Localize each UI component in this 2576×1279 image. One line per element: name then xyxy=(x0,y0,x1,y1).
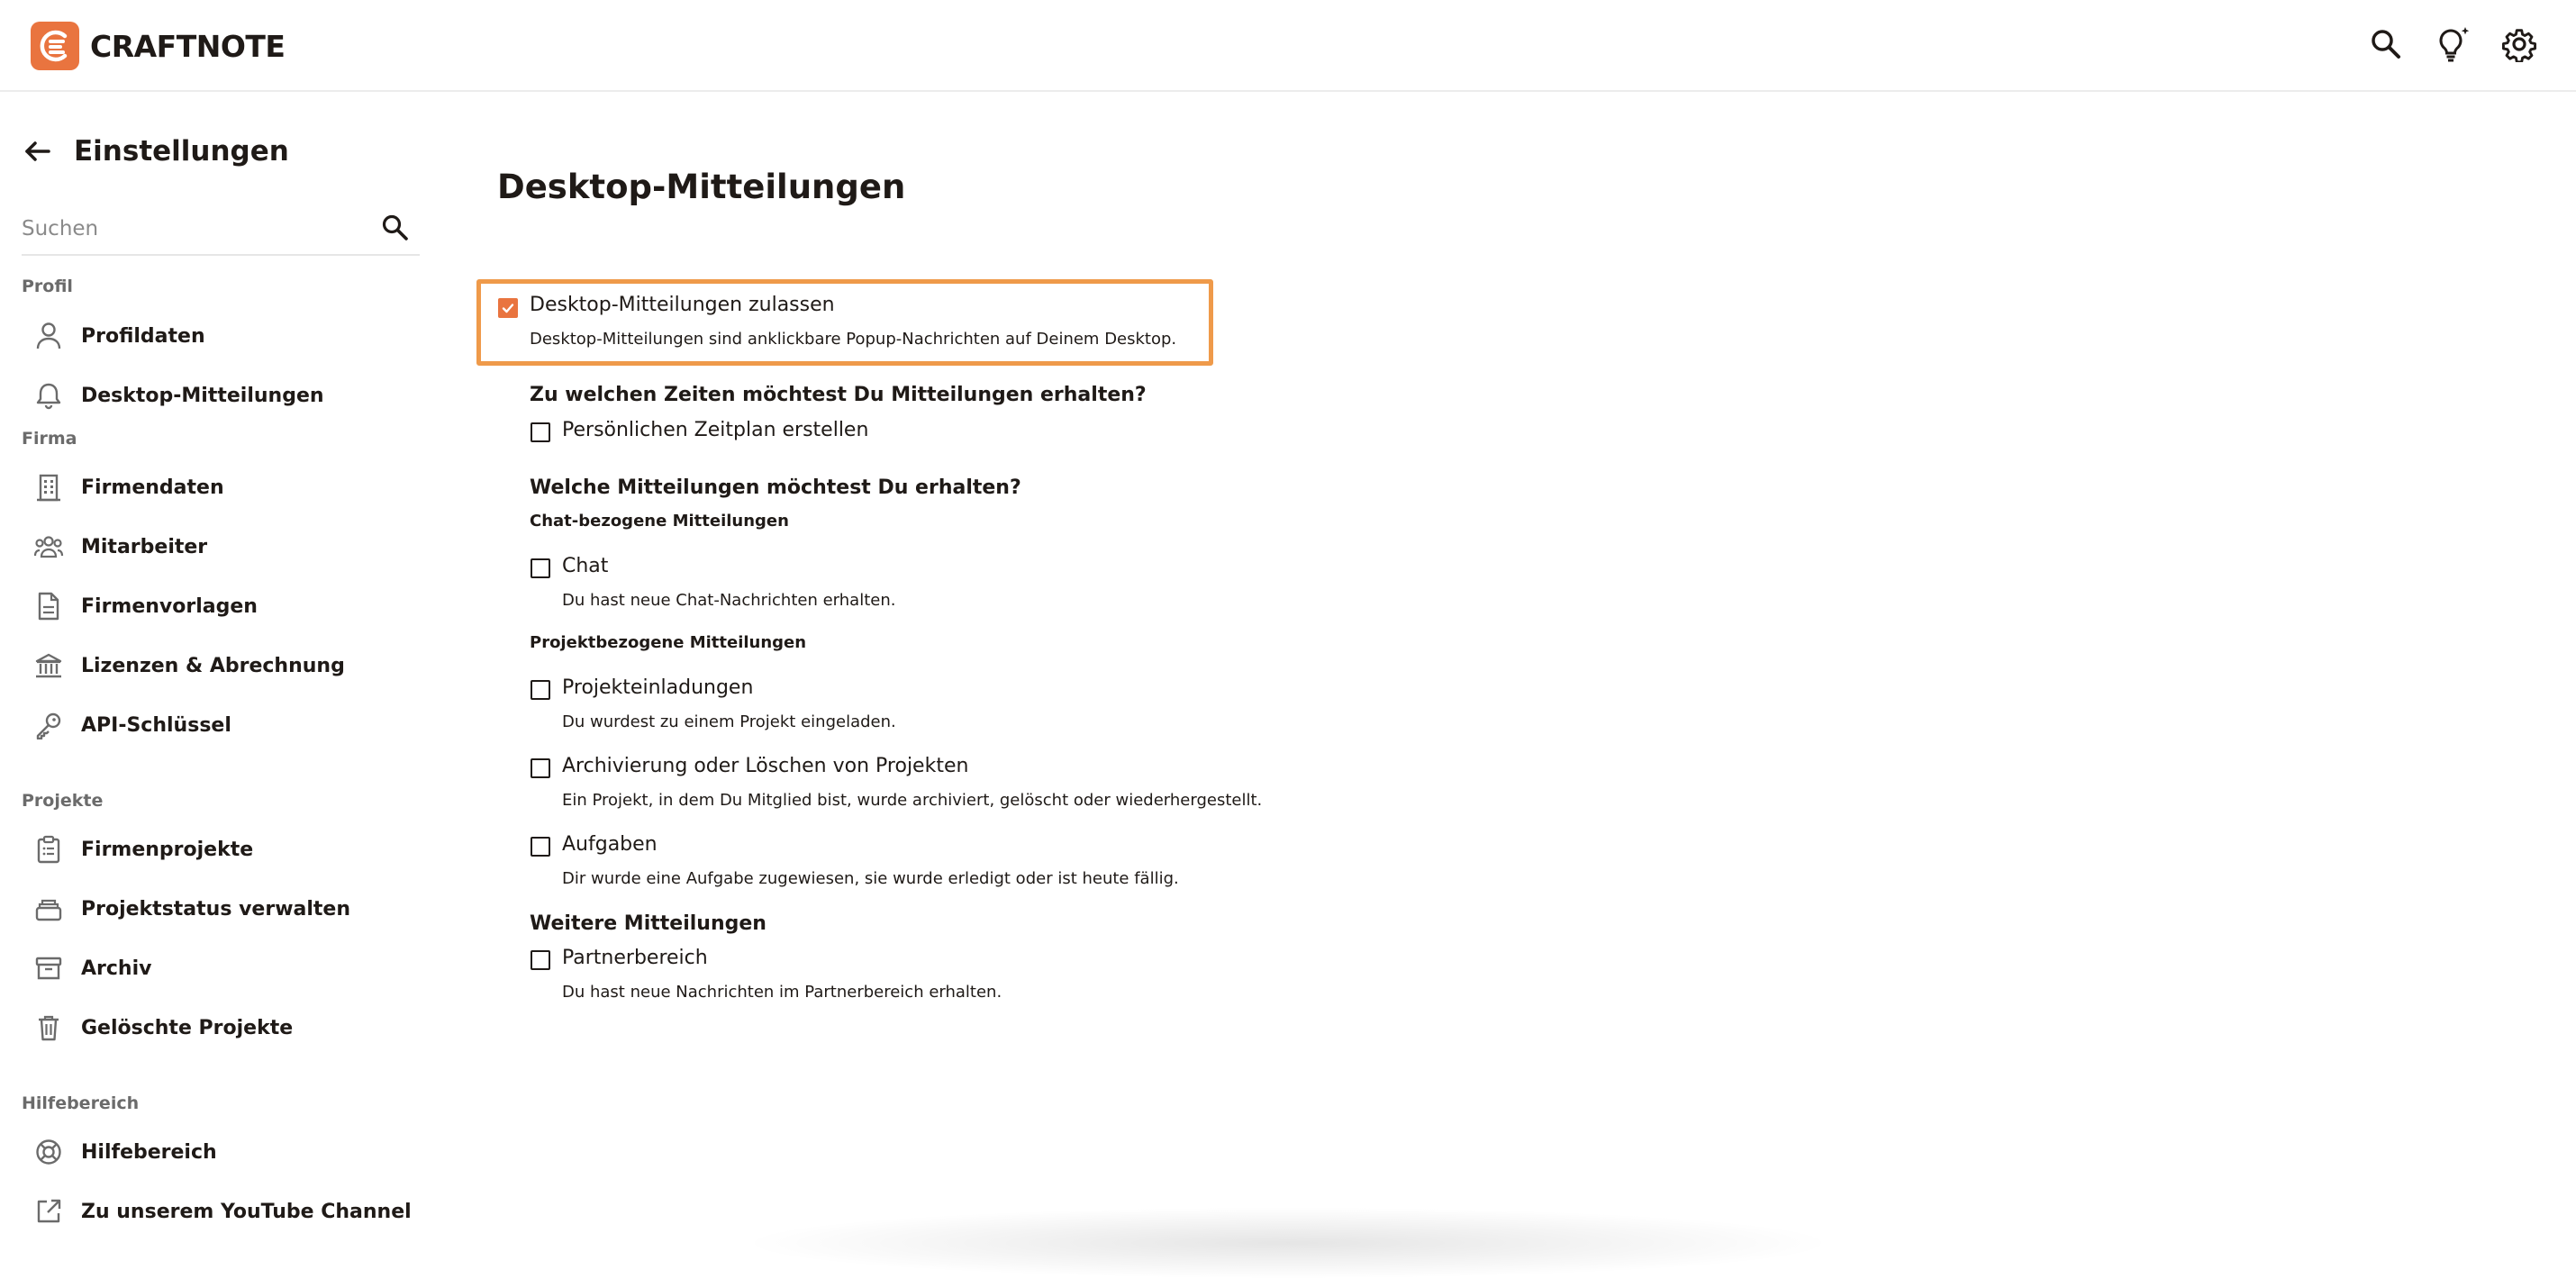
allow-notifications-label: Desktop-Mitteilungen zulassen xyxy=(530,294,835,316)
search-icon[interactable] xyxy=(380,213,413,245)
personal-schedule-label: Persönlichen Zeitplan erstellen xyxy=(562,419,869,441)
sidebar-item-youtube-channel[interactable] xyxy=(32,1189,412,1234)
bottom-shadow xyxy=(739,1207,1837,1279)
sidebar-item-geloeschte-projekte[interactable] xyxy=(32,1005,293,1050)
page-title: Desktop-Mitteilungen xyxy=(497,168,906,206)
sidebar-item-firmenvorlagen[interactable] xyxy=(32,584,258,629)
which-notifications-heading: Welche Mitteilungen möchtest Du erhalten? xyxy=(530,476,1021,499)
project-invites-checkbox[interactable] xyxy=(531,680,550,700)
sidebar-item-label: Desktop-Mitteilungen xyxy=(81,384,324,407)
sidebar-item-mitarbeiter[interactable] xyxy=(32,524,207,569)
chat-checkbox[interactable] xyxy=(531,558,550,578)
times-heading: Zu welchen Zeiten möchtest Du Mitteilungen erhalten? xyxy=(530,384,1147,406)
search-input[interactable] xyxy=(22,204,364,249)
craftnote-logo-icon xyxy=(31,22,79,70)
logo-text: CRAFTNOTE xyxy=(90,28,286,64)
sidebar-item-desktop-mitteilungen[interactable] xyxy=(32,373,324,418)
trash-icon xyxy=(32,1011,65,1044)
project-invites-description: Du wurdest zu einem Projekt eingeladen. xyxy=(562,712,896,731)
sidebar-item-label: Profildaten xyxy=(81,324,205,348)
sidebar-title: Einstellungen xyxy=(74,135,289,168)
lightbulb-icon[interactable] xyxy=(2432,23,2473,65)
sidebar-item-profildaten[interactable] xyxy=(32,313,205,358)
sidebar-item-label: Lizenzen & Abrechnung xyxy=(81,654,345,677)
chat-group-heading: Chat-bezogene Mitteilungen xyxy=(530,512,789,531)
tasks-description: Dir wurde eine Aufgabe zugewiesen, sie wurde erledigt oder ist heute fällig. xyxy=(562,869,1179,888)
sidebar-item-lizenzen[interactable] xyxy=(32,643,345,688)
project-group-heading: Projektbezogene Mitteilungen xyxy=(530,633,807,652)
key-icon xyxy=(32,709,65,741)
top-bar xyxy=(0,0,2576,92)
sidebar-item-label: Firmendaten xyxy=(81,476,224,499)
sidebar-item-projektstatus[interactable] xyxy=(32,886,350,931)
sidebar-item-label: Mitarbeiter xyxy=(81,535,208,558)
tasks-label: Aufgaben xyxy=(562,833,658,856)
archive-box-icon xyxy=(32,952,65,984)
sidebar-item-label: Hilfebereich xyxy=(81,1140,217,1164)
bank-icon xyxy=(32,649,65,682)
sidebar-item-label: Projektstatus verwalten xyxy=(81,897,351,921)
personal-schedule-checkbox[interactable] xyxy=(531,422,550,442)
section-label-firma: Firma xyxy=(22,429,77,449)
partner-area-label: Partnerbereich xyxy=(562,947,708,969)
allow-notifications-highlight xyxy=(476,279,1213,366)
sidebar-item-firmendaten[interactable] xyxy=(32,465,224,510)
sidebar-item-label: Zu unserem YouTube Channel xyxy=(81,1200,412,1223)
sidebar-item-label: Gelöschte Projekte xyxy=(81,1016,294,1039)
sidebar-item-firmenprojekte[interactable] xyxy=(32,827,253,872)
logo[interactable] xyxy=(31,22,285,70)
chat-label: Chat xyxy=(562,555,609,577)
external-link-icon xyxy=(32,1195,65,1228)
sidebar-item-label: API-Schlüssel xyxy=(81,713,231,737)
layers-icon xyxy=(32,893,65,925)
partner-area-description: Du hast neue Nachrichten im Partnerbereich erhalten. xyxy=(562,983,1002,1002)
gear-icon[interactable] xyxy=(2499,23,2540,65)
project-archive-checkbox[interactable] xyxy=(531,758,550,778)
section-label-hilfebereich: Hilfebereich xyxy=(22,1093,140,1113)
document-icon xyxy=(32,590,65,622)
bell-icon xyxy=(32,379,65,412)
back-arrow-icon[interactable] xyxy=(22,135,54,168)
sidebar-item-label: Firmenvorlagen xyxy=(81,594,258,618)
more-notifications-heading: Weitere Mitteilungen xyxy=(530,912,766,935)
team-icon xyxy=(32,531,65,563)
chat-description: Du hast neue Chat-Nachrichten erhalten. xyxy=(562,591,896,610)
sidebar-item-hilfebereich[interactable] xyxy=(32,1129,217,1175)
clipboard-icon xyxy=(32,833,65,866)
allow-notifications-checkbox[interactable] xyxy=(498,298,518,318)
building-icon xyxy=(32,471,65,503)
project-archive-description: Ein Projekt, in dem Du Mitglied bist, wurde archiviert, gelöscht oder wiederhergestellt. xyxy=(562,791,1263,810)
section-label-profil: Profil xyxy=(22,277,73,296)
partner-area-checkbox[interactable] xyxy=(531,950,550,970)
sidebar-item-archiv[interactable] xyxy=(32,946,151,991)
allow-notifications-description: Desktop-Mitteilungen sind anklickbare Popup-Nachrichten auf Deinem Desktop. xyxy=(530,330,1177,349)
project-archive-label: Archivierung oder Löschen von Projekten xyxy=(562,755,969,777)
sidebar-item-api-schluessel[interactable] xyxy=(32,703,231,748)
person-icon xyxy=(32,320,65,352)
sidebar-item-label: Firmenprojekte xyxy=(81,838,254,861)
search-icon[interactable] xyxy=(2365,23,2407,65)
lifebuoy-icon xyxy=(32,1136,65,1168)
project-invites-label: Projekteinladungen xyxy=(562,676,754,699)
sidebar-item-label: Archiv xyxy=(81,957,152,980)
settings-sidebar xyxy=(0,92,423,1256)
section-label-projekte: Projekte xyxy=(22,791,104,811)
tasks-checkbox[interactable] xyxy=(531,837,550,857)
sidebar-search xyxy=(22,204,420,256)
